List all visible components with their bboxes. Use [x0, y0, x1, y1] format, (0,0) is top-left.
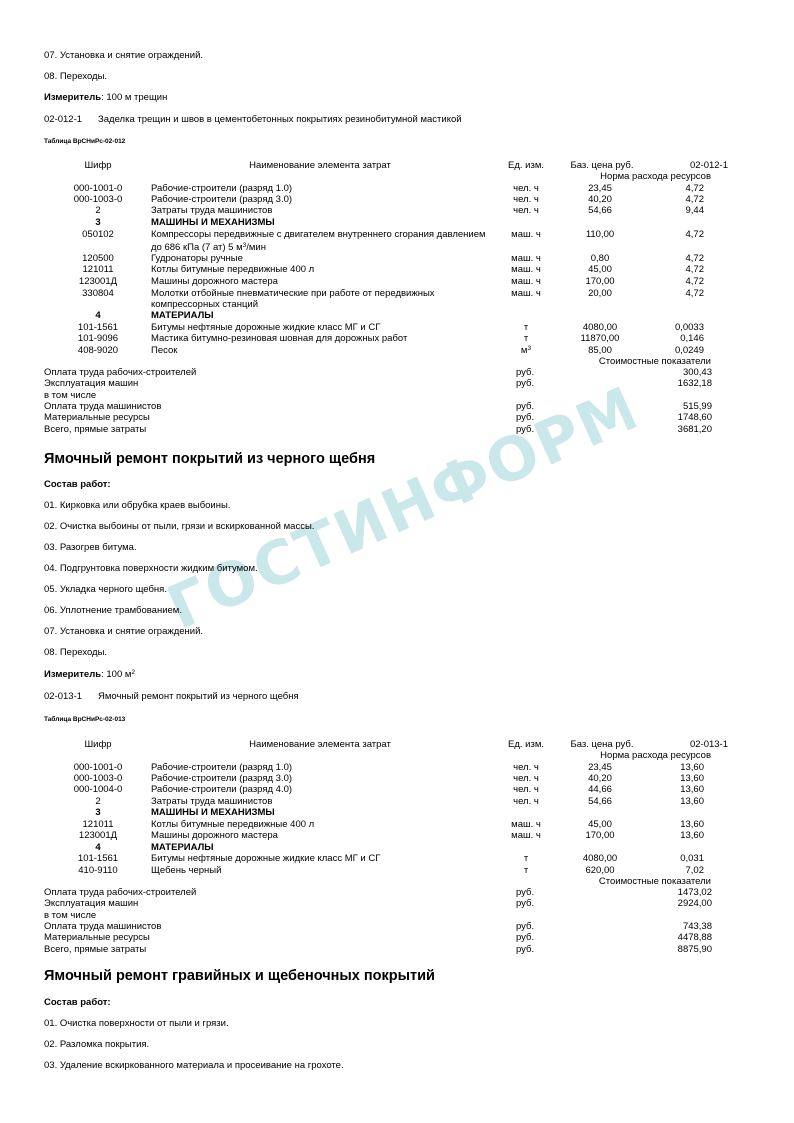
- row-unit-text: маш. ч: [511, 264, 541, 275]
- row-price: 0,80: [590, 253, 610, 264]
- row-name: МАШИНЫ И МЕХАНИЗМЫ: [151, 217, 275, 228]
- row-code: 121011: [82, 819, 114, 830]
- row-norm: 9,44: [685, 205, 704, 216]
- cost-unit: руб.: [516, 932, 535, 944]
- row-unit-text: чел. ч: [513, 796, 539, 807]
- row-name: Котлы битумные передвижные 400 л: [151, 264, 315, 275]
- cost-label: Оплата труда машинистов: [44, 400, 162, 412]
- row-price: 44,66: [588, 784, 612, 795]
- cost-label: в том числе: [44, 389, 97, 401]
- row-name: Компрессоры передвижные с двигателем внутреннего сгорания давлением: [151, 229, 486, 240]
- row-name: Рабочие-строители (разряд 3.0): [151, 194, 293, 205]
- row-code: 101-1561: [77, 853, 119, 864]
- row-price: 11870,00: [580, 333, 620, 344]
- cost-unit: руб.: [516, 378, 535, 390]
- row-code: 123001Д: [78, 830, 118, 841]
- cost-unit: руб.: [516, 898, 535, 910]
- work-item: 03. Удаление вскиркованного материала и просеивание на грохоте.: [44, 1060, 344, 1071]
- header-price: Баз. цена руб.: [570, 739, 634, 750]
- row-unit: [500, 253, 552, 264]
- row-unit: [500, 322, 552, 333]
- row-unit: [500, 288, 552, 299]
- row-name: Котлы битумные передвижные 400 л: [151, 819, 315, 830]
- measure-label: Измеритель: [44, 92, 102, 103]
- work-item: 02. Разломка покрытия.: [44, 1039, 150, 1050]
- row-norm: 4,72: [685, 194, 704, 205]
- row-unit-text: маш. ч: [511, 819, 541, 830]
- work-composition-label: Состав работ:: [44, 479, 111, 490]
- measure-value: : 100 м трещин: [101, 92, 168, 103]
- cost-value: 743,38: [682, 920, 712, 932]
- row-unit-text: т: [523, 853, 529, 864]
- row-norm: 13,60: [680, 762, 704, 773]
- row-norm: 4,72: [685, 229, 704, 240]
- header-unit: Ед. изм.: [508, 160, 544, 171]
- row-code: 330804: [82, 288, 114, 299]
- header-code: Шифр: [84, 160, 112, 171]
- row-norm: 4,72: [685, 183, 704, 194]
- row-price: 85,00: [588, 345, 612, 356]
- header-unit: Ед. изм.: [508, 739, 544, 750]
- row-unit: [500, 194, 552, 205]
- work-composition-label: Состав работ:: [44, 997, 111, 1008]
- price-code-desc: Заделка трещин и швов в цементобетонных покрытиях резинобитумной мастикой: [98, 114, 462, 125]
- row-price: 23,45: [588, 183, 612, 194]
- row-code: 000-1003-0: [73, 194, 123, 205]
- row-unit-text: т: [523, 333, 529, 344]
- row-price: 20,00: [588, 288, 612, 299]
- row-name: Затраты труда машинистов: [151, 205, 273, 216]
- cost-value: 8875,90: [677, 943, 712, 955]
- row-price: 45,00: [588, 819, 612, 830]
- row-price: 54,66: [588, 205, 612, 216]
- row-unit-text: чел. ч: [513, 784, 539, 795]
- row-price: 110,00: [585, 229, 615, 240]
- row-name: Битумы нефтяные дорожные жидкие класс МГ и СГ: [151, 853, 381, 864]
- cost-value: 515,99: [682, 400, 712, 412]
- row-name: Битумы нефтяные дорожные жидкие класс МГ и СГ: [151, 322, 381, 333]
- work-item: 07. Установка и снятие ограждений.: [44, 626, 204, 637]
- cost-label: Эксплуатация машин: [44, 898, 139, 910]
- row-unit-text: чел. ч: [513, 773, 539, 784]
- row-name: Песок: [151, 345, 178, 356]
- row-norm: 4,72: [685, 253, 704, 264]
- price-code-desc: Ямочный ремонт покрытий из черного щебня: [98, 691, 299, 702]
- row-unit: [500, 333, 552, 344]
- row-unit-text: т: [523, 865, 529, 876]
- cost-unit: руб.: [516, 423, 535, 435]
- row-price: 40,20: [588, 773, 612, 784]
- cost-unit: руб.: [516, 400, 535, 412]
- row-code: 123001Д: [78, 276, 118, 287]
- row-name: Рабочие-строители (разряд 1.0): [151, 183, 293, 194]
- row-unit-text: маш. ч: [511, 288, 541, 299]
- cost-value: 300,43: [682, 367, 712, 378]
- watermark-text: ГОСТИНФОРМ.РУ: [157, 324, 670, 644]
- row-norm: 0,031: [680, 853, 704, 864]
- header-name: Наименование элемента затрат: [249, 160, 391, 171]
- cost-label: Оплата труда рабочих-строителей: [44, 887, 197, 898]
- row-unit-text: чел. ч: [513, 205, 539, 216]
- table-label: Таблица ВрСНиРс-02-013: [44, 716, 126, 723]
- row-code: 4: [95, 842, 101, 853]
- row-unit-text: чел. ч: [513, 194, 539, 205]
- cost-label: Оплата труда машинистов: [44, 920, 162, 932]
- cost-label: Материальные ресурсы: [44, 932, 150, 944]
- row-name-part: до 686 кПа (7 ат) 5 м: [151, 242, 243, 253]
- row-unit: [500, 853, 552, 864]
- row-unit-text: чел. ч: [513, 183, 539, 194]
- row-code: 101-9096: [77, 333, 119, 344]
- row-norm: 13,60: [680, 796, 704, 807]
- row-norm: 0,146: [680, 333, 704, 344]
- price-code: 02-012-1: [44, 114, 83, 125]
- row-name: Рабочие-строители (разряд 3.0): [151, 773, 293, 784]
- row-unit: [500, 183, 552, 194]
- row-name: Гудронаторы ручные: [151, 253, 243, 264]
- row-name: Затраты труда машинистов: [151, 796, 273, 807]
- row-norm: 13,60: [680, 819, 704, 830]
- header-column-code: 02-012-1: [689, 160, 728, 171]
- row-name: МАТЕРИАЛЫ: [151, 842, 214, 853]
- cost-value: 1748,60: [677, 412, 712, 424]
- header-code: Шифр: [84, 739, 112, 750]
- row-unit: [500, 784, 552, 795]
- row-unit: [500, 796, 552, 807]
- row-unit: [500, 830, 552, 841]
- row-code: 410-9110: [78, 865, 118, 876]
- work-item: 06. Уплотнение трамбованием.: [44, 605, 182, 616]
- cost-label: Материальные ресурсы: [44, 412, 150, 424]
- row-unit-text: т: [523, 322, 529, 333]
- work-item: 03. Разогрев битума.: [44, 542, 137, 553]
- row-code: 000-1001-0: [73, 183, 123, 194]
- row-unit-text: маш. ч: [511, 276, 541, 287]
- row-price: 4080,00: [582, 322, 618, 333]
- cost-label: Всего, прямые затраты: [44, 943, 147, 955]
- cost-unit: руб.: [516, 943, 535, 955]
- header-price: Баз. цена руб.: [570, 160, 634, 171]
- row-code: 101-1561: [77, 322, 119, 333]
- work-item: 04. Подгрунтовка поверхности жидким битумом.: [44, 563, 258, 574]
- header-norm: Норма расхода ресурсов: [600, 171, 711, 182]
- cost-value: 4478,88: [677, 932, 712, 944]
- row-name: Рабочие-строители (разряд 1.0): [151, 762, 293, 773]
- row-code: 4: [95, 310, 101, 321]
- row-name: Машины дорожного мастера: [151, 830, 278, 841]
- table-label: Таблица ВрСНиРс-02-012: [44, 138, 126, 145]
- row-name-part: /мин: [246, 242, 266, 253]
- row-code: 120500: [82, 253, 114, 264]
- price-code: 02-013-1: [44, 691, 83, 702]
- measure-label: Измеритель: [44, 669, 102, 680]
- row-name-cont: [151, 242, 266, 253]
- header-column-code: 02-013-1: [689, 739, 728, 750]
- row-code: 121011: [82, 264, 114, 275]
- row-unit-text: м: [520, 345, 528, 356]
- cost-header: Стоимостные показатели: [598, 876, 711, 887]
- row-code: 000-1003-0: [73, 773, 123, 784]
- row-price: 170,00: [585, 830, 615, 841]
- row-unit-sup: 3: [527, 345, 532, 352]
- row-unit: [500, 773, 552, 784]
- work-item: 01. Кирковка или обрубка краев выбоины.: [44, 500, 231, 511]
- row-price: 170,00: [585, 276, 615, 287]
- section-title: Ямочный ремонт покрытий из черного щебня: [44, 451, 376, 467]
- cost-label: Всего, прямые затраты: [44, 423, 147, 435]
- row-name: Щебень черный: [151, 865, 222, 876]
- row-name-sup: 3: [242, 242, 247, 249]
- cost-label: Оплата труда рабочих-строителей: [44, 367, 197, 378]
- row-name: МАТЕРИАЛЫ: [151, 310, 214, 321]
- row-unit: [500, 865, 552, 876]
- row-code: 2: [95, 205, 101, 216]
- row-unit: [500, 819, 552, 830]
- header-norm: Норма расхода ресурсов: [600, 750, 711, 761]
- row-unit-text: маш. ч: [511, 830, 541, 841]
- row-unit: [500, 276, 552, 287]
- row-price: 40,20: [588, 194, 612, 205]
- row-name: Рабочие-строители (разряд 4.0): [151, 784, 293, 795]
- row-unit-text: чел. ч: [513, 762, 539, 773]
- row-name-cont: компрессорных станций: [151, 299, 259, 310]
- cost-value: 1473,02: [677, 887, 712, 898]
- row-unit: [500, 345, 552, 356]
- row-unit: [500, 762, 552, 773]
- row-code: 050102: [82, 229, 114, 240]
- row-code: 000-1004-0: [73, 784, 123, 795]
- measure-value: : 100 м: [101, 669, 132, 680]
- cost-label: Эксплуатация машин: [44, 378, 139, 390]
- row-unit: [500, 264, 552, 275]
- cost-unit: руб.: [516, 920, 535, 932]
- cost-value: 2924,00: [677, 898, 712, 910]
- cost-unit: руб.: [516, 887, 535, 898]
- row-name: МАШИНЫ И МЕХАНИЗМЫ: [151, 807, 275, 818]
- row-code: 3: [95, 807, 101, 818]
- row-price: 45,00: [588, 264, 612, 275]
- row-price: 23,45: [588, 762, 612, 773]
- work-item: 01. Очистка поверхности от пыли и грязи.: [44, 1018, 229, 1029]
- cost-value: 1632,18: [677, 378, 712, 390]
- cost-value: 3681,20: [677, 423, 712, 435]
- cost-label: в том числе: [44, 909, 97, 921]
- measure-line: [44, 92, 167, 103]
- measure-line: [44, 669, 135, 680]
- row-code: 000-1001-0: [73, 762, 123, 773]
- row-norm: 4,72: [685, 288, 704, 299]
- work-item: 08. Переходы.: [44, 71, 108, 82]
- row-unit-text: маш. ч: [511, 253, 541, 264]
- row-norm: 13,60: [680, 830, 704, 841]
- measure-sup: 2: [131, 669, 136, 676]
- row-unit-text: маш. ч: [511, 229, 541, 240]
- row-norm: 13,60: [680, 784, 704, 795]
- work-item: 05. Укладка черного щебня.: [44, 584, 167, 595]
- section-title: Ямочный ремонт гравийных и щебеночных покрытий: [44, 968, 435, 984]
- row-name: Машины дорожного мастера: [151, 276, 278, 287]
- row-code: 3: [95, 217, 101, 228]
- row-price: 4080,00: [582, 853, 618, 864]
- row-unit: [500, 205, 552, 216]
- work-item: 08. Переходы.: [44, 647, 108, 658]
- row-norm: 0,0249: [674, 345, 704, 356]
- cost-unit: руб.: [516, 412, 535, 424]
- work-item: 07. Установка и снятие ограждений.: [44, 50, 204, 61]
- cost-unit: руб.: [516, 367, 535, 378]
- row-price: 54,66: [588, 796, 612, 807]
- row-norm: 13,60: [680, 773, 704, 784]
- row-name: Молотки отбойные пневматические при работе от передвижных: [151, 288, 435, 299]
- row-norm: 4,72: [685, 276, 704, 287]
- row-norm: 4,72: [685, 264, 704, 275]
- header-name: Наименование элемента затрат: [249, 739, 391, 750]
- row-price: 620,00: [585, 865, 615, 876]
- cost-header: Стоимостные показатели: [598, 356, 711, 367]
- row-name: Мастика битумно-резиновая шовная для дорожных работ: [151, 333, 408, 344]
- work-item: 02. Очистка выбоины от пыли, грязи и вскиркованной массы.: [44, 521, 315, 532]
- row-norm: 0,0033: [674, 322, 704, 333]
- row-code: 408-9020: [77, 345, 119, 356]
- row-norm: 7,02: [685, 865, 704, 876]
- row-unit: [500, 229, 552, 240]
- row-code: 2: [95, 796, 101, 807]
